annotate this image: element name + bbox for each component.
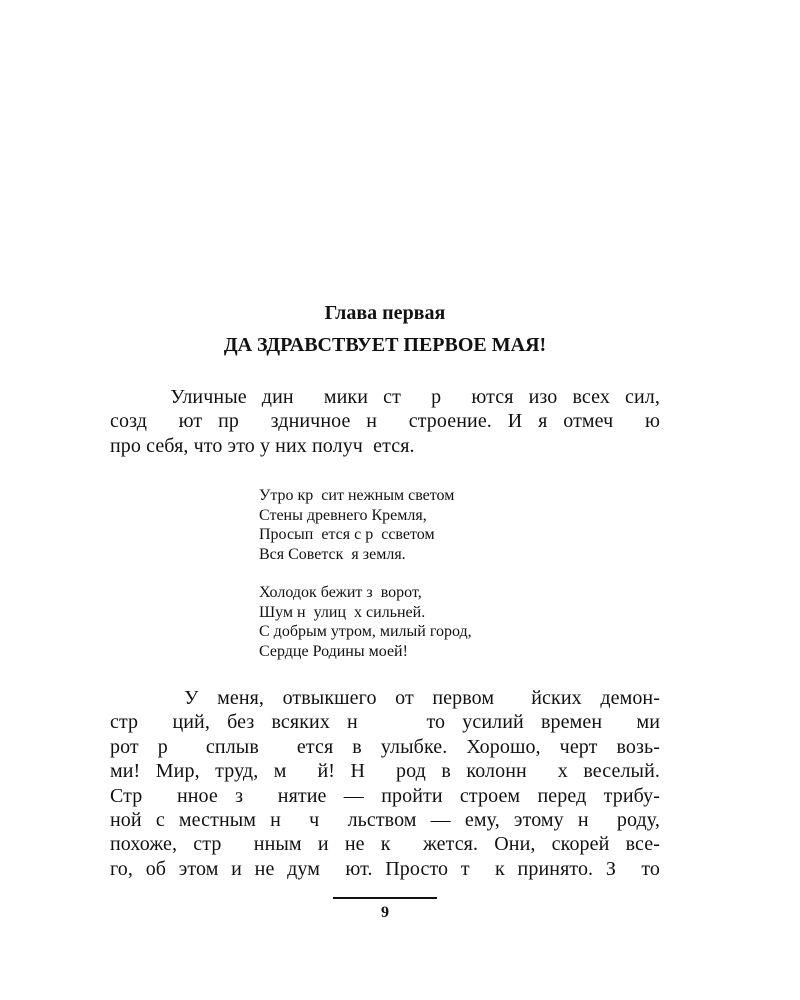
paragraph-line: Уличные дин мики ст р ются изо всех сил, [110, 386, 660, 408]
chapter-title: ДА ЗДРАВСТВУЕТ ПЕРВОЕ МАЯ! [223, 334, 547, 356]
paragraph-line: рот р сплыв ется в улыбке. Хорошо, черт возь- [110, 735, 660, 758]
footer-rule [333, 897, 437, 899]
poem-verse: Утро кр сит нежным светом [259, 487, 455, 504]
poem-verse: Просып ется с р ссветом [259, 526, 435, 543]
poem-verse: С добрым утром, милый город, [259, 623, 472, 640]
paragraph-line: У меня, отвыкшего от первом йских демон- [110, 687, 660, 709]
poem-verse: Холодок бежит з ворот, [259, 584, 422, 601]
paragraph-line: похоже, стр нным и не к жется. Они, скорей все- [110, 833, 660, 856]
poem-verse: Шум н улиц х сильней. [259, 603, 426, 621]
poem-verse: Сердце Родины моей! [259, 642, 408, 660]
poem-stanza-1 [259, 486, 454, 564]
paragraph-line: созд ют пр здничное н строение. И я отмеч ю [110, 410, 660, 433]
paragraph-line: ми! Мир, труд, м й! Н род в колонн х веселый. [110, 760, 660, 783]
paragraph-line: про себя, что это у них получ ется. [110, 434, 415, 457]
page-number: 9 [381, 904, 389, 921]
poem-stanza-2 [259, 583, 472, 661]
paragraph-line: стр ций, без всяких н то усилий времен ми [110, 711, 660, 734]
paragraph-2 [110, 686, 660, 881]
chapter-label: Глава первая [324, 302, 446, 324]
paragraph-line: ной с местным н ч льством — ему, этому н роду, [110, 808, 660, 831]
poem-verse: Вся Советск я земля. [259, 545, 406, 563]
paragraph-line: Стр нное з нятие — пройти строем перед трибу- [110, 784, 660, 807]
paragraph-1 [110, 385, 660, 458]
poem-verse: Стены древнего Кремля, [259, 506, 427, 524]
paragraph-line: го, об этом и не дум ют. Просто т к принято. З то [110, 857, 660, 880]
